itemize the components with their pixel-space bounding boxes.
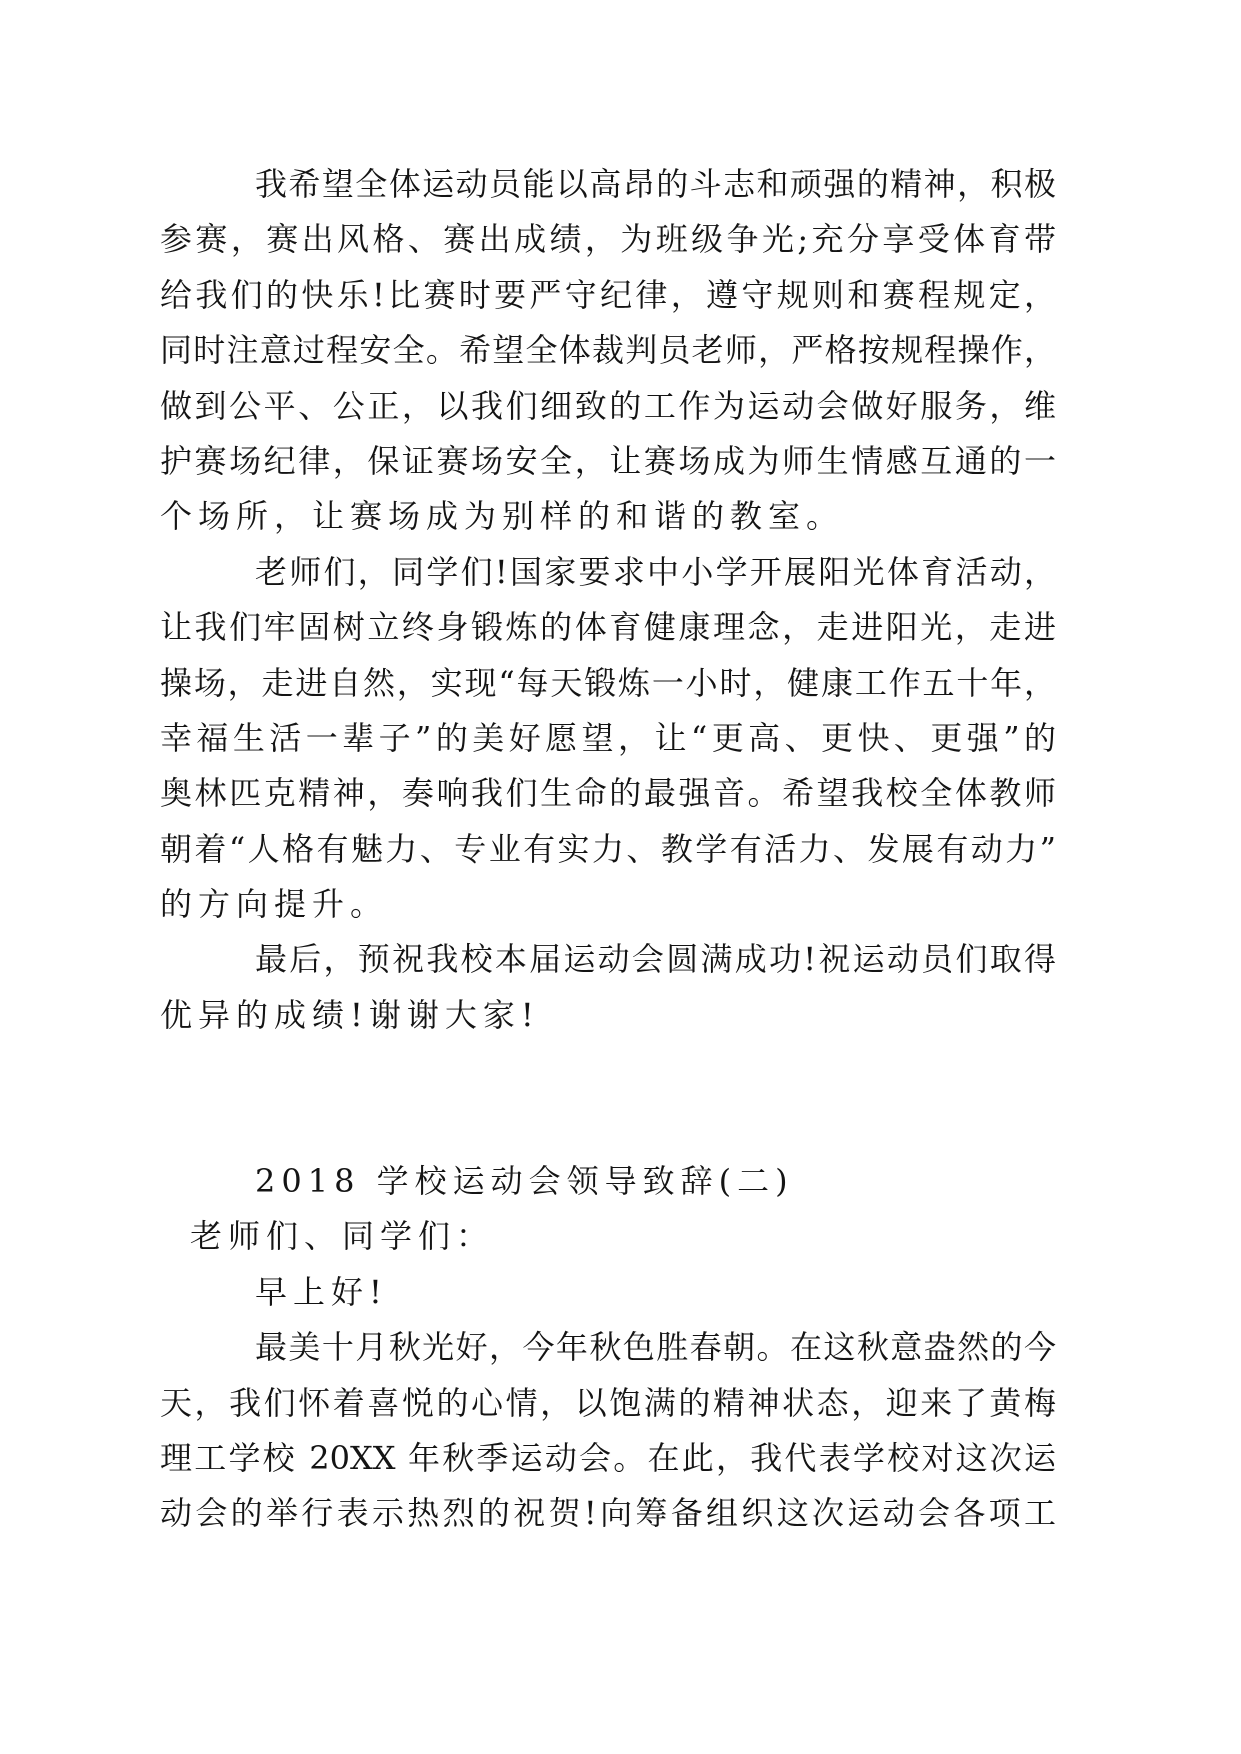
text-line: 给我们的快乐!比赛时要严守纪律，遵守规则和赛程规定， bbox=[160, 275, 1056, 314]
text-line: 最后，预祝我校本届运动会圆满成功!祝运动员们取得 bbox=[255, 940, 1056, 979]
text-line: 理工学校 20XX 年秋季运动会。在此，我代表学校对这次运 bbox=[160, 1438, 1056, 1477]
text-line: 早上好! bbox=[255, 1272, 388, 1311]
text-line: 幸福生活一辈子”的美好愿望，让“更高、更快、更强”的 bbox=[160, 718, 1056, 757]
text-line: 让我们牢固树立终身锻炼的体育健康理念，走进阳光，走进 bbox=[160, 608, 1056, 647]
text-line: 的方向提升。 bbox=[160, 885, 389, 924]
salutation-line: 老师们、同学们： bbox=[190, 1217, 495, 1256]
blank-line bbox=[160, 1043, 1056, 1098]
text-line: 天，我们怀着喜悦的心情，以饱满的精神状态，迎来了黄梅 bbox=[160, 1383, 1056, 1422]
text-line: 做到公平、公正，以我们细致的工作为运动会做好服务，维 bbox=[160, 386, 1056, 425]
section-heading: 2018 学校运动会领导致辞(二) bbox=[255, 1162, 794, 1201]
text-line: 优异的成绩!谢谢大家! bbox=[160, 995, 540, 1034]
text-line: 参赛，赛出风格、赛出成绩，为班级争光;充分享受体育带 bbox=[160, 220, 1056, 259]
text-line: 奥林匹克精神，奏响我们生命的最强音。希望我校全体教师 bbox=[160, 774, 1056, 813]
blank-line bbox=[160, 1099, 1056, 1154]
text-line: 动会的举行表示热烈的祝贺!向筹备组织这次运动会各项工 bbox=[160, 1494, 1056, 1533]
text-line: 同时注意过程安全。希望全体裁判员老师，严格按规程操作， bbox=[160, 331, 1056, 370]
text-line: 老师们，同学们!国家要求中小学开展阳光体育活动， bbox=[255, 552, 1056, 591]
text-line: 护赛场纪律，保证赛场安全，让赛场成为师生情感互通的一 bbox=[160, 441, 1056, 480]
text-line: 朝着“人格有魅力、专业有实力、教学有活力、发展有动力” bbox=[160, 829, 1056, 868]
text-line: 操场，走进自然，实现“每天锻炼一小时，健康工作五十年， bbox=[160, 663, 1056, 702]
document-body bbox=[160, 157, 1056, 1542]
text-line: 最美十月秋光好，今年秋色胜春朝。在这秋意盎然的今 bbox=[255, 1328, 1056, 1367]
text-line: 个场所，让赛场成为别样的和谐的教室。 bbox=[160, 497, 845, 536]
text-line: 我希望全体运动员能以高昂的斗志和顽强的精神，积极 bbox=[255, 165, 1056, 203]
